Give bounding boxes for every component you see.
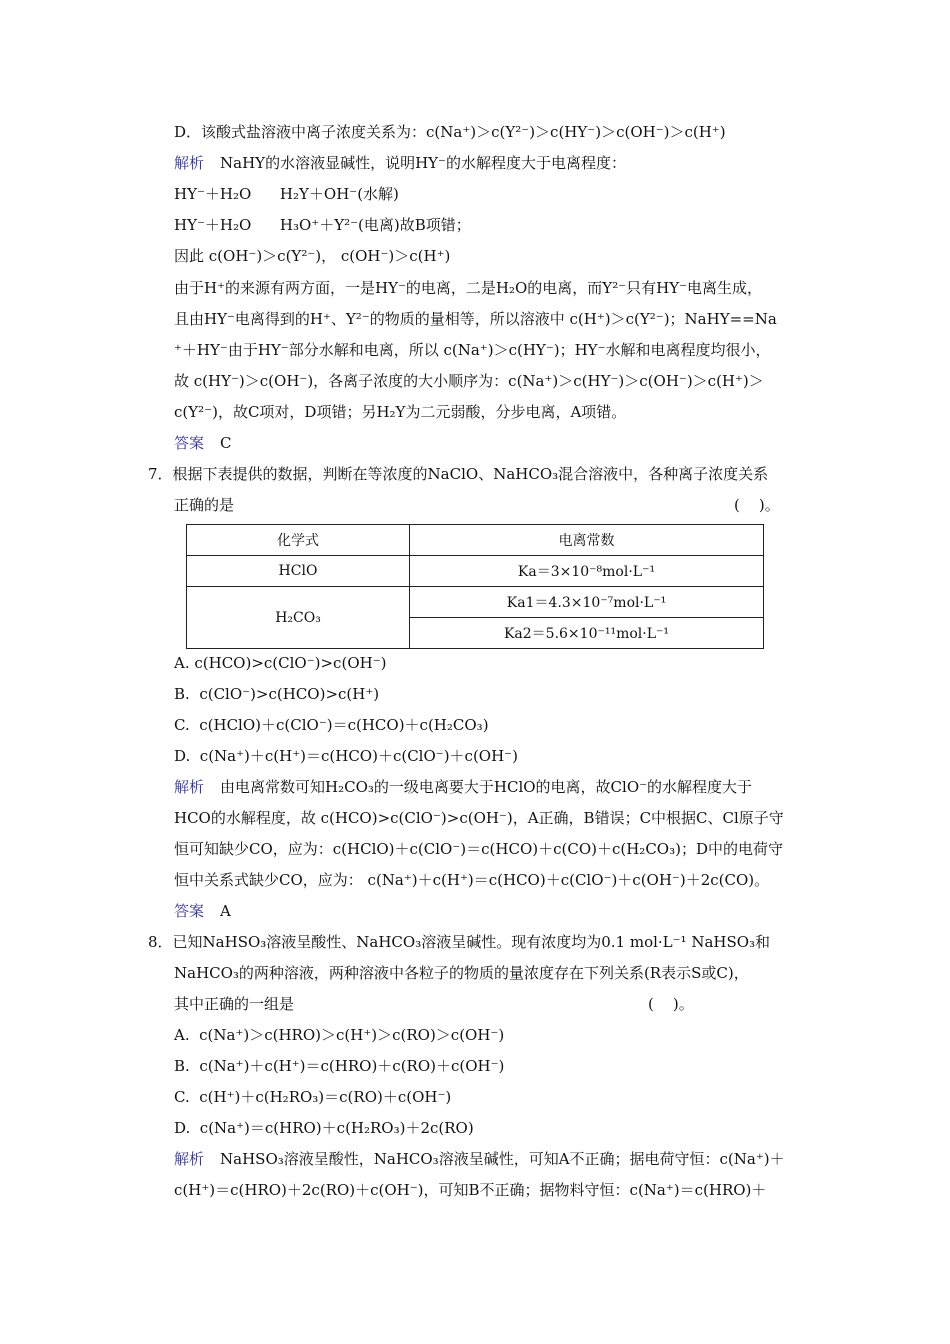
answer-blank: ( )。	[648, 995, 694, 1013]
option-c: C. c(HClO)＋c(ClO⁻)＝c(HCO)＋c(H₂CO₃)	[174, 716, 489, 734]
analysis-line: 恒可知缺少CO，应为：c(HClO)＋c(ClO⁻)＝c(HCO)＋c(CO)＋c(H₂CO₃)；D中的电荷守	[174, 840, 783, 858]
analysis-line: 故 c(HY⁻)＞c(OH⁻)，各离子浓度的大小顺序为：c(Na⁺)＞c(HY⁻)＞c(OH⁻)＞c(H⁺)＞	[174, 372, 764, 390]
table-cell: Ka2＝5.6×10⁻¹¹mol·L⁻¹	[410, 618, 764, 649]
question-7-stem	[148, 464, 768, 484]
table-header: 化学式	[187, 525, 410, 556]
option-a: A. c(Na⁺)＞c(HRO)＞c(H⁺)＞c(RO)＞c(OH⁻)	[174, 1026, 505, 1044]
answer-label: 答案	[174, 902, 205, 920]
table-header-row	[187, 525, 764, 556]
analysis-line: 且由HY⁻电离得到的H⁺、Y²⁻的物质的量相等，所以溶液中 c(H⁺)＞c(Y²⁻)；NaHY==Na	[174, 310, 777, 328]
answer-label: 答案	[174, 434, 205, 452]
option-a: A. c(HCO)>c(ClO⁻)>c(OH⁻)	[174, 654, 387, 672]
analysis-line: 因此 c(OH⁻)＞c(Y²⁻)， c(OH⁻)＞c(H⁺)	[174, 247, 451, 265]
equation-ionization: HY⁻＋H₂O H₃O⁺＋Y²⁻(电离)故B项错；	[174, 216, 471, 234]
ionization-constant-table	[186, 524, 764, 649]
question-stem-line: 正确的是	[174, 496, 235, 514]
question-stem-line: 已知NaHSO₃溶液呈酸性、NaHCO₃溶液呈碱性。现有浓度均为0.1 mol·L⁻¹ NaHSO₃和	[172, 933, 771, 951]
analysis-label: 解析	[174, 1150, 205, 1168]
analysis-line: HCO的水解程度，故 c(HCO)>c(ClO⁻)>c(OH⁻)，A正确，B错误；C中根据C、Cl原子守	[174, 809, 784, 827]
answer-value: C	[220, 434, 232, 452]
analysis-line: NaHSO₃溶液呈酸性，NaHCO₃溶液呈碱性，可知A不正确；据电荷守恒：c(Na⁺)＋	[220, 1150, 785, 1168]
table-cell: Ka1＝4.3×10⁻⁷mol·L⁻¹	[410, 587, 764, 618]
question-8-stem	[148, 932, 770, 952]
table-cell: HClO	[187, 556, 410, 587]
analysis-label: 解析	[174, 778, 205, 796]
question-stem-line: NaHCO₃的两种溶液，两种溶液中各粒子的物质的量浓度存在下列关系(R表示S或C)，	[174, 964, 749, 982]
option-d: D. c(Na⁺)＋c(H⁺)＝c(HCO)＋c(ClO⁻)＋c(OH⁻)	[174, 747, 518, 765]
option-b: B. c(Na⁺)＋c(H⁺)＝c(HRO)＋c(RO)＋c(OH⁻)	[174, 1057, 505, 1075]
table-cell: H₂CO₃	[187, 587, 410, 649]
analysis-label: 解析	[174, 154, 205, 172]
question-stem-line: 根据下表提供的数据，判断在等浓度的NaClO、NaHCO₃混合溶液中，各种离子浓度关系	[172, 465, 769, 483]
option-d: D. c(Na⁺)＝c(HRO)＋c(H₂RO₃)＋2c(RO)	[174, 1119, 474, 1137]
question-number: 7．	[148, 465, 173, 483]
analysis-line: 由电离常数可知H₂CO₃的一级电离要大于HClO的电离，故ClO⁻的水解程度大于	[220, 778, 753, 796]
analysis-line: c(Y²⁻)，故C项对，D项错；另H₂Y为二元弱酸，分步电离，A项错。	[174, 403, 627, 421]
question-number: 8．	[148, 933, 173, 951]
analysis-line: 恒中关系式缺少CO，应为： c(Na⁺)＋c(H⁺)＝c(HCO)＋c(ClO⁻)＋c(OH⁻)＋2c(CO)。	[174, 871, 770, 889]
analysis-paragraph	[174, 777, 752, 797]
answer-blank: ( )。	[734, 496, 780, 514]
table-row	[187, 556, 764, 587]
option-c: C. c(H⁺)＋c(H₂RO₃)＝c(RO)＋c(OH⁻)	[174, 1088, 452, 1106]
analysis-paragraph	[174, 1149, 785, 1169]
equation-hydrolysis: HY⁻＋H₂O H₂Y＋OH⁻(水解)	[174, 185, 399, 203]
analysis-line: ⁺＋HY⁻由于HY⁻部分水解和电离，所以 c(Na⁺)＞c(HY⁻)；HY⁻水解和电离程度均很小，	[174, 341, 771, 359]
table-row	[187, 587, 764, 618]
table-header: 电离常数	[410, 525, 764, 556]
option-b: B. c(ClO⁻)>c(HCO)>c(H⁺)	[174, 685, 380, 703]
answer-line	[174, 901, 231, 921]
analysis-line: NaHY的水溶液显碱性，说明HY⁻的水解程度大于电离程度：	[220, 154, 626, 172]
analysis-line: 由于H⁺的来源有两方面，一是HY⁻的电离，二是H₂O的电离，而Y²⁻只有HY⁻电离生成，	[174, 279, 763, 297]
answer-line	[174, 433, 232, 453]
analysis-paragraph	[174, 153, 626, 173]
table-cell: Ka＝3×10⁻⁸mol·L⁻¹	[410, 556, 764, 587]
answer-value: A	[220, 902, 231, 920]
option-d-line: D．该酸式盐溶液中离子浓度关系为：c(Na⁺)＞c(Y²⁻)＞c(HY⁻)＞c(OH⁻)＞c(H⁺)	[174, 123, 726, 141]
question-stem-line: 其中正确的一组是	[174, 995, 295, 1013]
analysis-line: c(H⁺)＝c(HRO)＋2c(RO)＋c(OH⁻)，可知B不正确；据物料守恒：c(Na⁺)＝c(HRO)＋	[174, 1181, 767, 1199]
